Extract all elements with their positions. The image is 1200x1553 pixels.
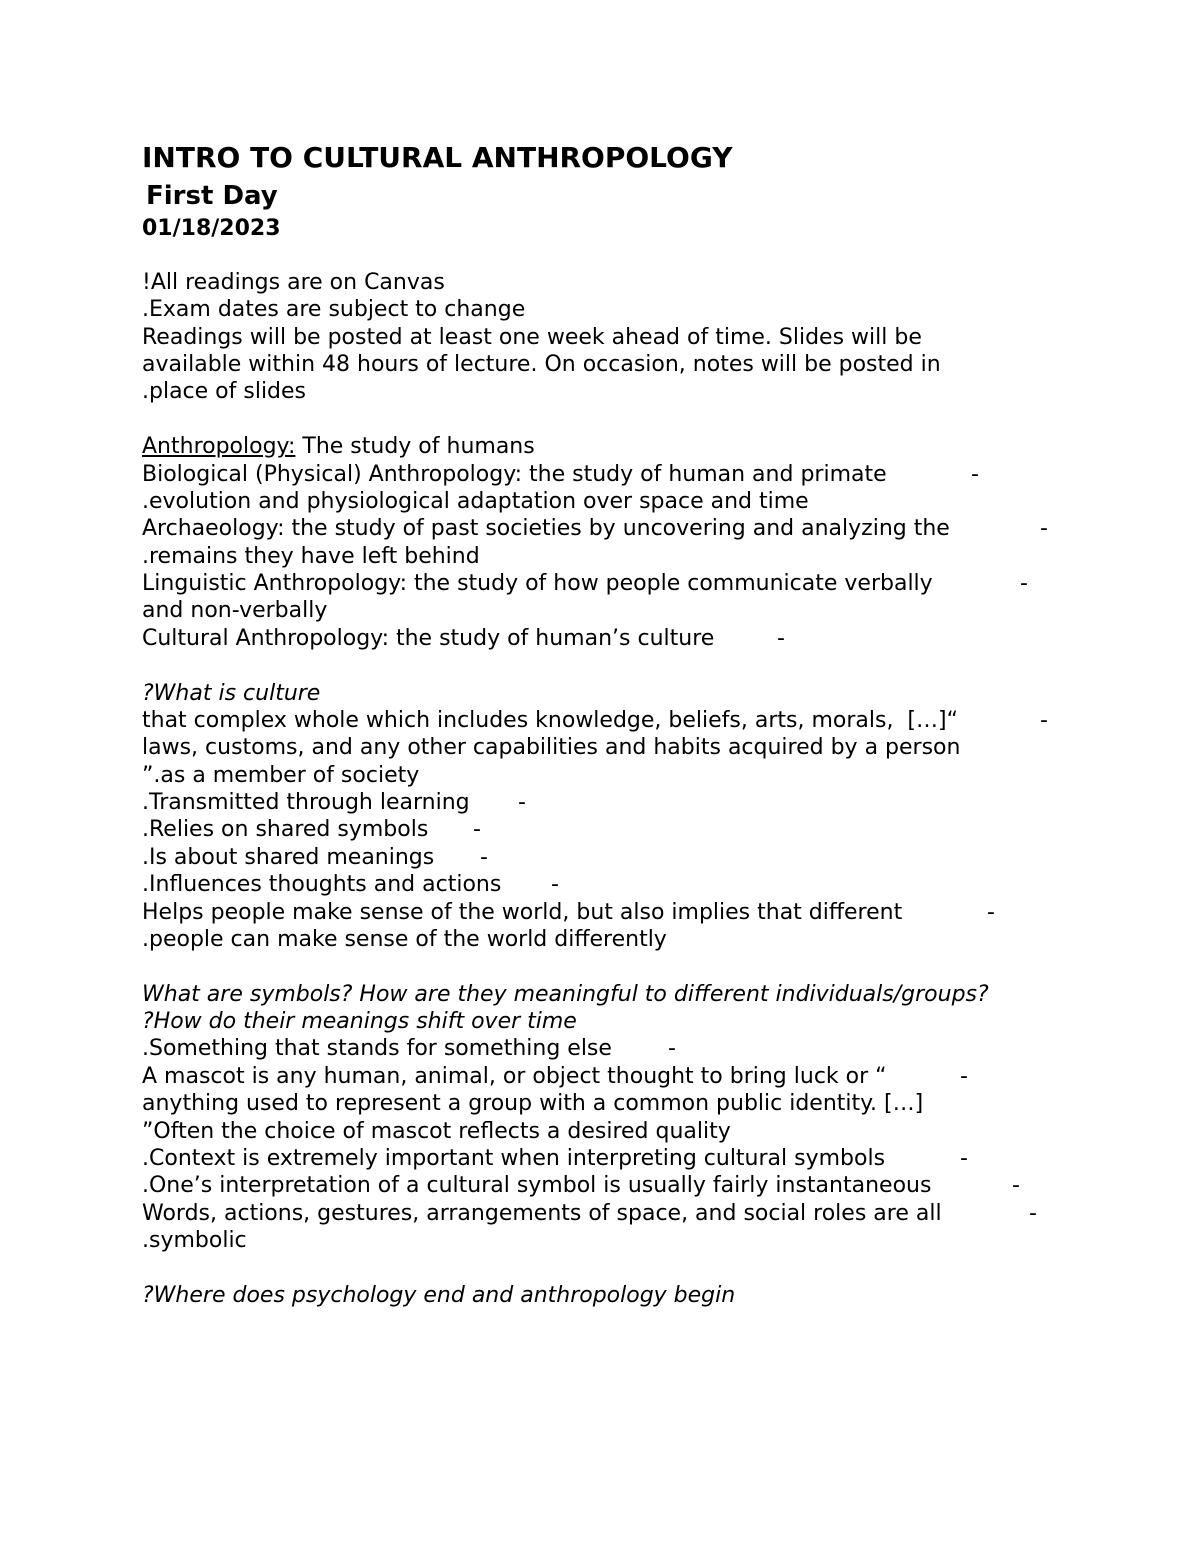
symbols-line: A mascot is any human, animal, or object thought to bring luck or “ xyxy=(142,1064,887,1089)
note-line: !All readings are on Canvas xyxy=(142,270,445,295)
culture-line: .Relies on shared symbols xyxy=(142,817,429,842)
symbols-line: .symbolic xyxy=(142,1228,247,1253)
symbols-question: What are symbols? How are they meaningful to different individuals/groups? xyxy=(142,982,989,1007)
bullet-dash: - xyxy=(960,1064,968,1089)
culture-line: .people can make sense of the world differently xyxy=(142,927,667,952)
subfield-line: and non-verbally xyxy=(142,598,328,623)
symbols-line: .One’s interpretation of a cultural symbol is usually fairly instantaneous xyxy=(142,1173,932,1198)
bullet-dash: - xyxy=(480,845,488,870)
subfield-line: .evolution and physiological adaptation over space and time xyxy=(142,489,809,514)
bullet-dash: - xyxy=(551,872,559,897)
symbols-line: anything used to represent a group with a common public identity. […] xyxy=(142,1091,924,1116)
bullet-dash: - xyxy=(1012,1173,1020,1198)
culture-line: .Transmitted through learning xyxy=(142,790,470,815)
document-subtitle: First Day xyxy=(146,181,278,211)
bullet-dash: - xyxy=(668,1036,676,1061)
bullet-dash: - xyxy=(1040,708,1048,733)
note-line: .Exam dates are subject to change xyxy=(142,297,526,322)
symbols-line: ”Often the choice of mascot reflects a desired quality xyxy=(142,1119,731,1144)
subfield-line: Biological (Physical) Anthropology: the study of human and primate xyxy=(142,462,887,487)
anthropology-term: Anthropology: xyxy=(142,434,296,459)
symbols-question: ?How do their meanings shift over time xyxy=(142,1009,577,1034)
anthropology-definition xyxy=(142,433,535,460)
bullet-dash: - xyxy=(1020,571,1028,596)
note-line: available within 48 hours of lecture. On occasion, notes will be posted in xyxy=(142,352,941,377)
note-line: .place of slides xyxy=(142,379,307,404)
bullet-dash: - xyxy=(518,790,526,815)
subfield-line: .remains they have left behind xyxy=(142,544,480,569)
bullet-dash: - xyxy=(473,817,481,842)
anthropology-definition-text: The study of humans xyxy=(295,434,535,459)
subfield-line: Cultural Anthropology: the study of human’s culture xyxy=(142,626,715,651)
symbols-line: .Context is extremely important when interpreting cultural symbols xyxy=(142,1146,886,1171)
document-date: 01/18/2023 xyxy=(142,216,281,241)
final-question: ?Where does psychology end and anthropology begin xyxy=(142,1283,736,1308)
culture-line: .Is about shared meanings xyxy=(142,845,435,870)
symbols-line: .Something that stands for something else xyxy=(142,1036,612,1061)
note-line: Readings will be posted at least one week ahead of time. Slides will be xyxy=(142,325,922,350)
culture-line: ”.as a member of society xyxy=(142,763,420,788)
culture-line: .Influences thoughts and actions xyxy=(142,872,502,897)
bullet-dash: - xyxy=(960,1146,968,1171)
bullet-dash: - xyxy=(777,626,785,651)
culture-line: laws, customs, and any other capabilities and habits acquired by a person xyxy=(142,735,961,760)
document-title: INTRO TO CULTURAL ANTHROPOLOGY xyxy=(142,141,733,174)
bullet-dash: - xyxy=(1040,516,1048,541)
subfield-line: Archaeology: the study of past societies by uncovering and analyzing the xyxy=(142,516,950,541)
culture-line: Helps people make sense of the world, but also implies that different xyxy=(142,900,903,925)
subfield-line: Linguistic Anthropology: the study of how people communicate verbally xyxy=(142,571,933,596)
symbols-line: Words, actions, gestures, arrangements of space, and social roles are all xyxy=(142,1201,942,1226)
culture-line: that complex whole which includes knowledge, beliefs, arts, morals, […]“ xyxy=(142,708,958,733)
culture-question: ?What is culture xyxy=(142,681,321,706)
bullet-dash: - xyxy=(1029,1201,1037,1226)
bullet-dash: - xyxy=(987,900,995,925)
bullet-dash: - xyxy=(971,462,979,487)
